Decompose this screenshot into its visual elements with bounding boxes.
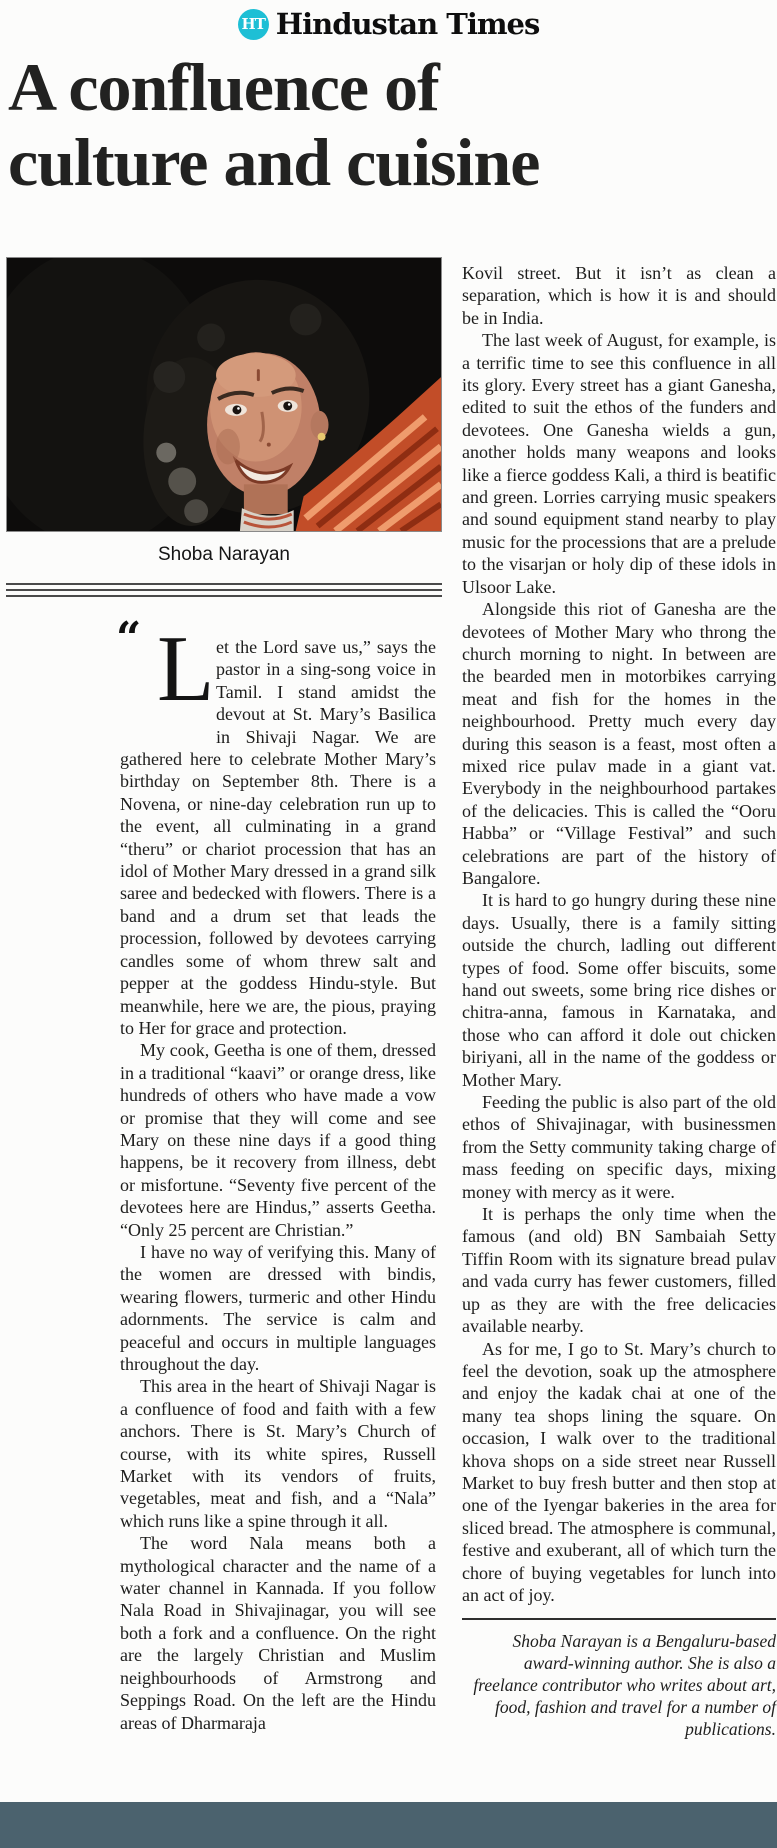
divider-line xyxy=(6,595,442,597)
article-column-right xyxy=(462,262,776,1740)
opening-quote-mark: “ xyxy=(116,613,142,664)
paragraph-opener xyxy=(116,613,216,726)
paragraph: I have no way of verifying this. Many of the women are dressed with bindis, wearing flowers, turmeric and other Hindu adornments. The service is calm and peaceful and occurs in multiple languages throughout the day. xyxy=(120,1241,436,1374)
paragraph: The word Nala means both a mythological character and the name of a water channel in Kannada. If you follow Nala Road in Shivajinagar, you will see both a fork and a confluence. On the right are the largely Christian and Muslim neighbourhoods of Armstrong and Seppings Road. On the left are the Hindu areas of Dharmaraja xyxy=(120,1533,436,1733)
paragraph: My cook, Geetha is one of them, dressed in a traditional “kaavi” or orange dress, like hundreds of others who have made a vow or promise that they will come and see Mary on these nine days if a good thing happens, be it recovery from illness, debt or misfortune. “Seventy five percent of the devotees here are Hindus,” asserts Geetha. “Only 25 percent are Christian.” xyxy=(120,1040,436,1240)
author-photo xyxy=(6,257,442,532)
paragraph-text: et the Lord save us,” says the pastor in a sing-song voice in Tamil. I stand amidst the devout at St. Mary’s Basilica in Shivaji Nagar. We are gathered here to celebrate Mother Mary’s birthday on September 8th. There is a Novena, or nine-day celebration run up to the event, all culminating in a grand “theru” or chariot procession that has an idol of Mother Mary dressed in a grand silk saree and bedecked with flowers. There is a band and a drum set that leads the procession, followed by devotees carrying candles some of whom threw salt and pepper at the goddess Hindu-style. But meanwhile, here we are, the pious, praying to Her for grace and protection. xyxy=(120,637,436,1038)
ht-logo-icon xyxy=(238,9,269,40)
paragraph: Feeding the public is also part of the old ethos of Shivajinagar, with businessmen from the Setty community taking charge of mass feeding on specific days, mixing money with mercy as it were. xyxy=(462,1092,776,1202)
section-divider xyxy=(6,583,442,599)
paragraph: The last week of August, for example, is a terrific time to see this confluence in all its glory. Every street has a giant Ganesha, edited to suit the ethos of the funders and devotees. One Ganesha wields a gun, another holds many weapons and looks like a fierce goddess Kali, a third is beatific and green. Lorries carrying music speakers and sound equipment stand nearby to play music for the processions that are a prelude to the visarjan or holy dip of these idols in Ulsoor Lake. xyxy=(462,330,776,597)
headline-line-2: culture and cuisine xyxy=(8,124,540,200)
drop-cap: L xyxy=(157,617,215,721)
author-portrait-illustration xyxy=(7,258,441,531)
author-bio: Shoba Narayan is a Bengaluru-based award-winning author. She is also a freelance contributor who writes about art, food, fashion and travel for a number of publications. xyxy=(473,1631,776,1740)
article-column-left xyxy=(116,613,436,1734)
paragraph: Alongside this riot of Ganesha are the devotees of Mother Mary who throng the church morning to night. In between are the bearded men in motorbikes carrying meat and fish for the homes in the neighbourhood. Pretty much every day during this season is a feast, most often a mixed rice pulav made in a giant vat. Everybody in the neighbourhood partakes of the delicacies. This is called the “Ooru Habba” or “Village Festival” and such celebrations are part of the history of Bangalore. xyxy=(462,599,776,888)
paragraph: It is perhaps the only time when the famous (and old) BN Sambaiah Setty Tiffin Room with its signature bread pulav and vada curry has fewer customers, filled up as they are with the free delicacies available nearby. xyxy=(462,1204,776,1337)
article-headline xyxy=(8,50,768,200)
paragraph: It is hard to go hungry during these nine days. Usually, there is a family sitting outside the church, ladling out different types of food. Some offer biscuits, some hand out sweets, some bring rice dishes or chitra-anna, famous in Karnataka, and those who can afford it dole out chicken biriyani, all in the name of the goddess or Mother Mary. xyxy=(462,890,776,1090)
paragraph: Kovil street. But it isn’t as clean a separation, which is how it is and should be in India. xyxy=(462,263,776,328)
photo-caption: Shoba Narayan xyxy=(157,544,291,565)
paragraph: As for me, I go to St. Mary’s church to feel the devotion, soak up the atmosphere and enjoy the kadak chai at one of the many tea shops lining the square. On occasion, I walk over to the traditional khova shops on a side street near Russell Market to buy fresh butter and then stop at one of the Iyengar bakeries in the area for sliced bread. The atmosphere is communal, festive and exuberant, all of which turn the chore of buying vegetables for lunch into an act of joy. xyxy=(462,1338,776,1605)
page-bottom-band xyxy=(0,1802,777,1848)
paragraph-lead xyxy=(116,613,436,1039)
paragraph: This area in the heart of Shivaji Nagar is a confluence of food and faith with a few anchors. There is St. Mary’s Church of course, with its white spires, Russell Market with its vendors of fruits, vegetables, meat and fish, and a “Nala” which runs like a spine through it all. xyxy=(120,1376,436,1531)
masthead-title: Hindustan Times xyxy=(275,7,540,41)
ht-logo-monogram: HT xyxy=(241,15,265,33)
masthead xyxy=(0,5,777,43)
bio-divider xyxy=(462,1618,776,1620)
headline-line-1: A confluence of xyxy=(8,49,439,125)
divider-line xyxy=(6,589,442,591)
divider-line xyxy=(6,583,442,585)
